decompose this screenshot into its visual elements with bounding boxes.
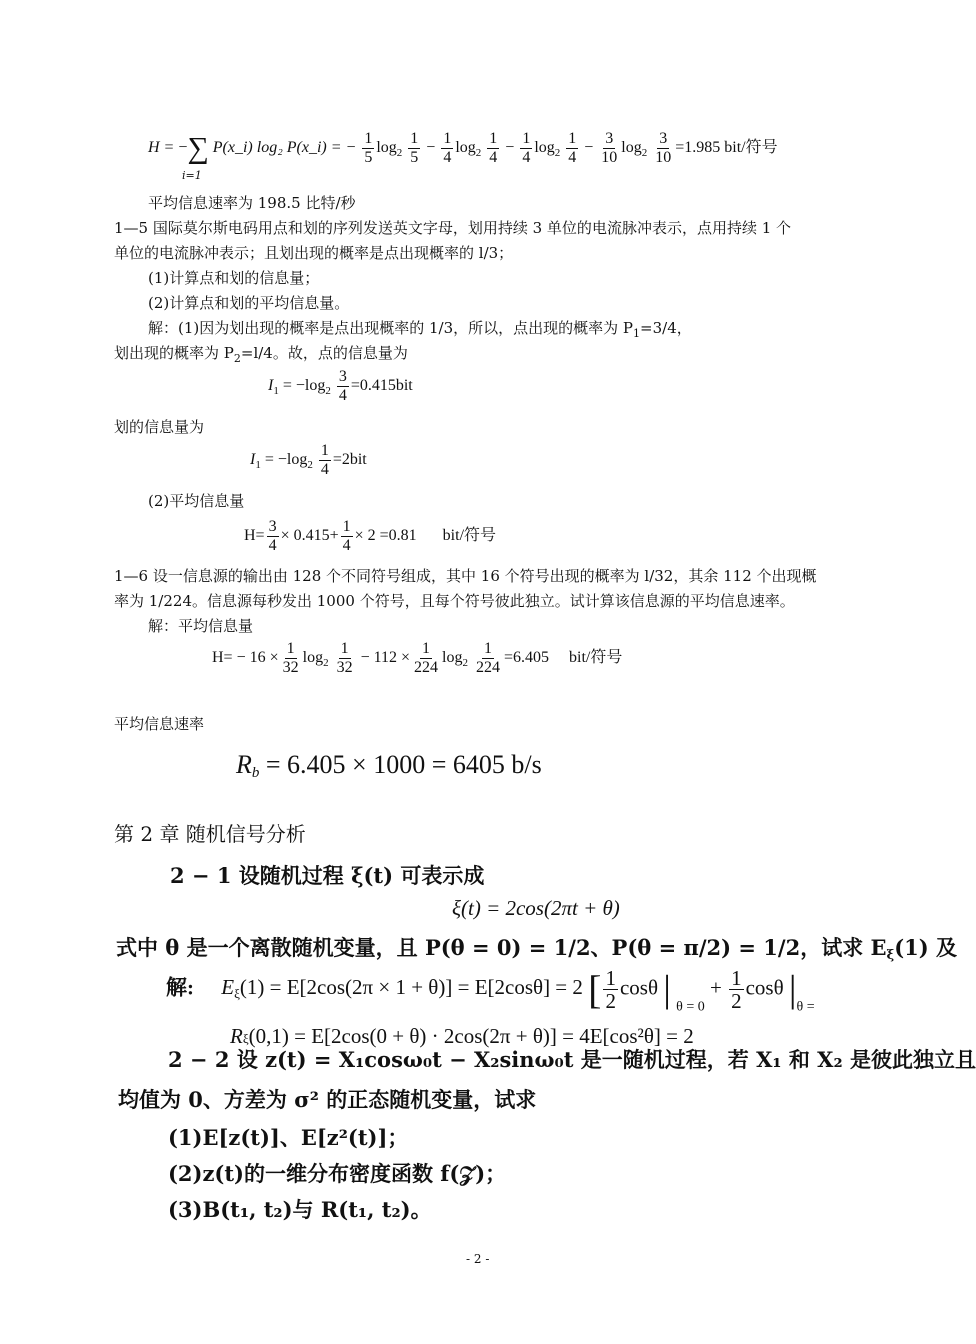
problem-1-6-line2: 率为 1/224。信息源每秒发出 1000 个符号，且每个符号彼此独立。试计算该信息源的平均信息速率。 bbox=[114, 592, 795, 610]
dash-info-label: 划的信息量为 bbox=[114, 418, 205, 436]
fraction: $\frac{1}{2}$ bbox=[605, 966, 616, 1013]
source-entropy-formula: H= − 16 × $\frac{1}{32}$ $\log_2$ $\frac{1}{32}$ − 112 × $\frac{1}{224}$ $\log_2$ $\frac{1}{224}$ =6.405 bit/符号 bbox=[212, 640, 623, 676]
fraction: $\frac{1}{4}$ bbox=[320, 442, 329, 478]
fraction: $\frac{1}{224}$ bbox=[414, 640, 439, 676]
problem-1-5-line1: 1—5 国际莫尔斯电码用点和划的序列发送英文字母，划用持续 3 单位的电流脉冲表示，点用持续 1 个 bbox=[114, 219, 792, 237]
fraction: $\frac{3}{4}$ bbox=[338, 368, 347, 404]
question-2: (2)计算点和划的平均信息量。 bbox=[148, 294, 350, 312]
problem-2-1-statement: 式中 θ 是一个离散随机变量，且 P(θ = 0) = 1/2、P(θ = π/2) = 1/2，试求 Eξ(1) 及 bbox=[116, 935, 958, 963]
fraction: $\frac{1}{32}$ bbox=[336, 640, 353, 676]
fraction: $\frac{1}{4}$ bbox=[522, 130, 531, 166]
fraction: $\frac{3}{10}$ bbox=[601, 130, 618, 166]
problem-2-1-intro: 2 − 1 设随机过程 ξ(t) 可表示成 bbox=[170, 863, 485, 888]
fraction: $\frac{1}{4}$ bbox=[489, 130, 498, 166]
solution-line1: 解：(1)因为划出现的概率是点出现概率的 1/3，所以，点出现的概率为 $P_1=3/4$， bbox=[148, 319, 692, 340]
entropy-terms: P(x_i) log₂ P(x_i) = − bbox=[212, 139, 357, 157]
entropy-result: =1.985 bit/符号 bbox=[675, 139, 778, 157]
avg-info-formula: H= $\frac{3}{4}$ × 0.415+ $\frac{1}{4}$ × 2 =0.81 bit/符号 bbox=[244, 518, 497, 554]
problem-2-2-q2: (2)z(t)的一维分布密度函数 f(𝒵)； bbox=[168, 1161, 507, 1186]
fraction: $\frac{3}{10}$ bbox=[655, 130, 672, 166]
fraction: $\frac{3}{4}$ bbox=[268, 518, 277, 554]
problem-2-2-q1: (1)E[z(t)]、E[z²(t)]； bbox=[168, 1125, 409, 1150]
solution-label: 解: bbox=[166, 975, 194, 1000]
chapter-title: 第 2 章 随机信号分析 bbox=[114, 822, 306, 846]
problem-2-1-formula: ξ(t) = 2cos(2πt + θ) bbox=[452, 896, 620, 920]
fraction: $\frac{1}{5}$ bbox=[364, 130, 373, 166]
problem-2-1-R: Rξ(0,1) = E[2cos(0 + θ) · 2cos(2π + θ)] = 4E[cos²θ] = 2 bbox=[230, 1024, 694, 1048]
problem-1-6-line1: 1—6 设一信息源的输出由 128 个不同符号组成，其中 16 个符号出现的概率为 l/32，其余 112 个出现概 bbox=[114, 567, 817, 585]
sum-index: i=1 bbox=[182, 169, 202, 182]
page-number: - 2 - bbox=[466, 1252, 490, 1266]
entropy-lhs: H = bbox=[148, 139, 175, 157]
question-1: (1)计算点和划的信息量； bbox=[148, 269, 320, 287]
entropy-formula: H = −∑ P(x_i) log₂ P(x_i) = − $\frac{1}{5}$ $\log_2$ $\frac{1}{5}$ − $\frac{1}{4}$ $\log_2$ $\frac{1}{4}$ − $\frac{1}{4}$ $\log_2$ $\frac{1}{4}$ − $\frac{3}{10}$ $\log_2$ $\frac{3}{10}$ =1.985 bit/符号 bbox=[148, 130, 778, 166]
fraction: $\frac{1}{32}$ bbox=[282, 640, 299, 676]
problem-2-2-line2: 均值为 0、方差为 σ² 的正态随机变量，试求 bbox=[118, 1087, 537, 1112]
solution-line2: 划出现的概率为 $P_2=l/4$。故，点的信息量为 bbox=[114, 344, 408, 365]
rate-line: 平均信息速率为 198.5 比特/秒 bbox=[148, 194, 356, 212]
info-dash-formula: $I_1 = -\log_2$ $\frac{1}{4}$ =2bit bbox=[250, 442, 367, 478]
problem-2-1-solution: 解: Eξ(1) = E[2cos(2π × 1 + θ)] = E[2cosθ] = 2 [ $\frac{1}{2}$ cosθ | $_{\theta = 0}$ + $\frac{1}{2}$ cosθ $|_{\theta =}$ bbox=[166, 966, 815, 1015]
problem-1-5-line2: 单位的电流脉冲表示；且划出现的概率是点出现概率的 l/3； bbox=[114, 244, 514, 262]
problem-2-2-q3: (3)B(t₁, t₂)与 R(t₁, t₂)。 bbox=[168, 1197, 432, 1222]
rate-formula: Rb = 6.405 × 1000 = 6405 b/s bbox=[236, 750, 542, 781]
solution-label: 解：平均信息量 bbox=[148, 617, 254, 635]
fraction: $\frac{1}{5}$ bbox=[410, 130, 419, 166]
sigma-symbol: ∑ bbox=[187, 131, 209, 165]
fraction: $\frac{1}{4}$ bbox=[443, 130, 452, 166]
info-dot-formula: $I_1 = -\log_2$ $\frac{3}{4}$ =0.415bit bbox=[268, 368, 413, 404]
fraction: $\frac{1}{224}$ bbox=[475, 640, 500, 676]
fraction: $\frac{1}{2}$ bbox=[731, 966, 742, 1013]
minus-sign: − bbox=[178, 139, 188, 157]
fraction: $\frac{1}{4}$ bbox=[342, 518, 351, 554]
avg-rate-label: 平均信息速率 bbox=[114, 715, 205, 733]
fraction: $\frac{1}{4}$ bbox=[568, 130, 577, 166]
problem-2-2-line1: 2 − 2 设 z(t) = X₁cosω₀t − X₂sinω₀t 是一随机过程，若 X₁ 和 X₂ 是彼此独立且 bbox=[168, 1047, 976, 1072]
avg-info-label: (2)平均信息量 bbox=[148, 492, 245, 510]
